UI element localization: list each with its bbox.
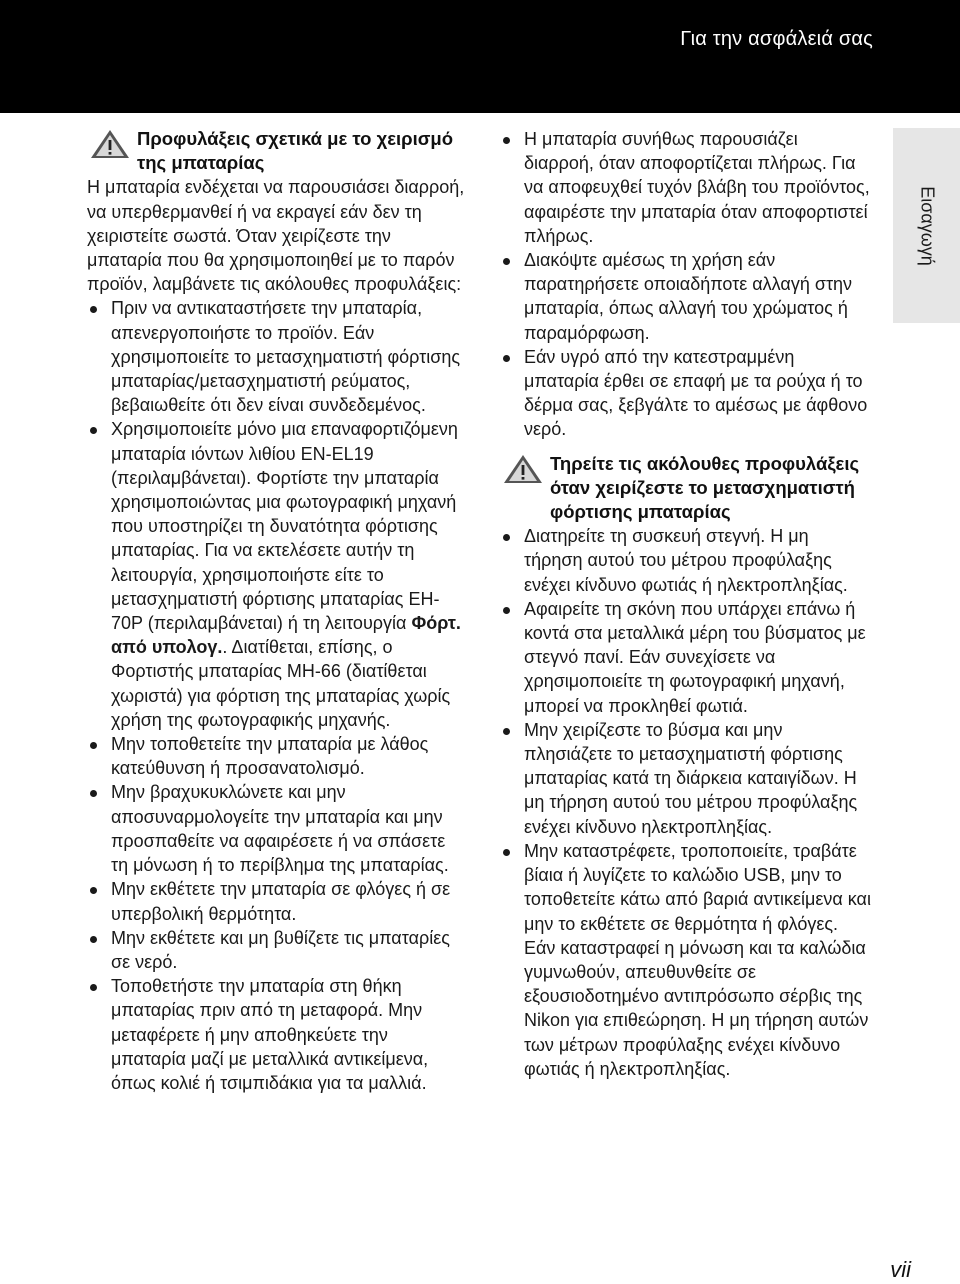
right-column [500,127,872,1081]
list-item: Μην εκθέτετε την μπαταρία σε φλόγες ή σε υπερβολική θερμότητα. [87,877,465,925]
charge-by-computer-label: Φόρτ. από υπολογ. [111,613,461,658]
list-item: Εάν υγρό από την κατεστραμμένη μπαταρία έρθει σε επαφή με τα ρούχα ή το δέρμα σας, ξεβγάλτε το αμέσως με άφθονο νερό. [500,345,872,442]
battery-section-heading [87,127,465,175]
page-header-title: Για την ασφάλειά σας [680,28,873,50]
left-column [87,127,465,1095]
warning-icon [502,454,544,484]
battery-intro: Η μπαταρία ενδέχεται να παρουσιάσει διαρροή, να υπερθερμανθεί ή να εκραγεί εάν δεν τη χειριστείτε σωστά. Όταν χειρίζεστε την μπαταρία που θα χρησιμοποιηθεί με το παρόν προϊόν, λαμβάνετε τις ακόλουθες προφυλάξεις: [87,177,465,295]
side-tab [893,128,960,323]
adapter-section-heading [500,452,872,525]
adapter-section-title: Τηρείτε τις ακόλουθες προφυλάξεις όταν χειρίζεστε το μετασχηματιστή φόρτισης μπαταρίας [550,452,860,523]
list-item: Τοποθετήστε την μπαταρία στη θήκη μπαταρίας πριν από τη μεταφορά. Μην μεταφέρετε ή μην αποθηκεύετε την μπαταρία μαζί με μεταλλικά αντικείμενα, όπως κολιέ ή τσιμπιδάκια για τα μαλλιά. [87,974,465,1095]
list-item: Μην χειρίζεστε το βύσμα και μην πλησιάζετε το μετασχηματιστή φόρτισης μπαταρίας κατά τη διάρκεια καταιγίδων. Η μη τήρηση αυτού του μέτρου προφύλαξης ενέχει κίνδυνο ηλεκτροπληξίας. [500,718,872,839]
list-item: Πριν να αντικαταστήσετε την μπαταρία, απενεργοποιήστε το προϊόν. Εάν χρησιμοποιείτε το μετασχηματιστή φόρτισης μπαταρίας/μετασχηματιστή ρεύματος, βεβαιωθείτε ότι δεν είναι συνδεδεμένος. [87,296,465,417]
battery-precautions-list [87,296,465,1095]
list-item: Η μπαταρία συνήθως παρουσιάζει διαρροή, όταν αποφορτίζεται πλήρως. Για να αποφευχθεί τυχόν βλάβη του προϊόντος, αφαιρέστε την μπαταρία όταν αποφορτιστεί πλήρως. [500,127,872,248]
side-tab-label: Εισαγωγή [917,185,937,266]
battery-section-title: Προφυλάξεις σχετικά με το χειρισμό της μπαταρίας [137,128,454,174]
battery-precautions-continued-list [500,127,872,442]
adapter-precautions-list [500,524,872,1081]
list-item: Μην καταστρέφετε, τροποποιείτε, τραβάτε βίαια ή λυγίζετε το καλώδιο USB, μην το τοποθετείτε κάτω από βαριά αντικείμενα και μην το εκθέτετε σε θερμότητα ή φλόγες. Εάν καταστραφεί η μόνωση και τα καλώδια γυμνωθούν, απευθυνθείτε σε εξουσιοδοτημένο αντιπρόσωπο σέρβις της Nikon για επιθεώρηση. Η μη τήρηση αυτών των μέτρων προφύλαξης ενέχει κίνδυνο φωτιάς ή ηλεκτροπληξίας. [500,839,872,1081]
warning-icon [89,129,131,159]
list-item: Διακόψτε αμέσως τη χρήση εάν παρατηρήσετε οποιαδήποτε αλλαγή στην μπαταρία, όπως αλλαγή του χρώματος ή παραμόρφωση. [500,248,872,345]
list-item: Αφαιρείτε τη σκόνη που υπάρχει επάνω ή κοντά στα μεταλλικά μέρη του βύσματος με στεγνό πανί. Εάν συνεχίσετε να χρησιμοποιείτε τη φωτογραφική μηχανή, μπορεί να προκληθεί φωτιά. [500,597,872,718]
list-item: Μην εκθέτετε και μη βυθίζετε τις μπαταρίες σε νερό. [87,926,465,974]
page-number: vii [890,1257,911,1282]
list-item: Χρησιμοποιείτε μόνο μια επαναφορτιζόμενη μπαταρία ιόντων λιθίου EN-EL19 (περιλαμβάνεται). Φορτίστε την μπαταρία χρησιμοποιώντας μια φωτογραφική μηχανή που υποστηρίζει τη δυνατότητα φόρτισης μπαταρίας. Για να εκτελέσετε αυτήν τη λειτουργία, χρησιμοποιήστε είτε το μετασχηματιστή φόρτισης μπαταρίας EH-70P (περιλαμβάνεται) ή τη λειτουργία Φόρτ. από υπολογ.. Διατίθεται, επίσης, ο Φορτιστής μπαταρίας MH-66 (διατίθεται χωριστά) για φόρτιση της μπαταρίας χωρίς χρήση της φωτογραφικής μηχανής. [87,417,465,732]
list-item: Μην βραχυκυκλώνετε και μην αποσυναρμολογείτε την μπαταρία και μην προσπαθείτε να αφαιρέσετε ή να σπάσετε τη μόνωση ή το περίβλημα της μπαταρίας. [87,780,465,877]
header-bar [0,0,960,113]
list-item: Μην τοποθετείτε την μπαταρία με λάθος κατεύθυνση ή προσανατολισμό. [87,732,465,780]
list-item: Διατηρείτε τη συσκευή στεγνή. Η μη τήρηση αυτού του μέτρου προφύλαξης ενέχει κίνδυνο φωτιάς ή ηλεκτροπληξίας. [500,524,872,597]
